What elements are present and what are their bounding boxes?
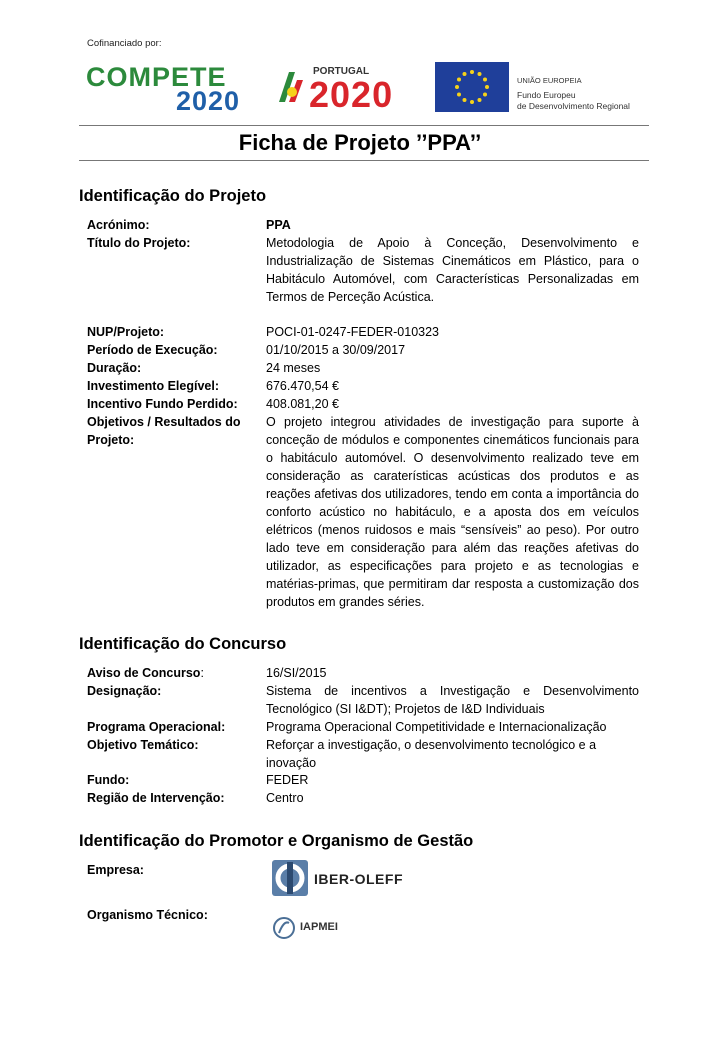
project-title-label: Título do Projeto: [87, 236, 191, 250]
technical-body-label: Organismo Técnico: [87, 908, 208, 922]
eu-union-text: UNIÃO EUROPEIA [517, 76, 582, 85]
incentive-label: Incentivo Fundo Perdido: [87, 397, 238, 411]
fund-value: FEDER [266, 773, 309, 787]
eu-fund-text: Fundo Europeu [517, 90, 576, 100]
objective-label: Objetivo Temático: [87, 738, 199, 752]
iapmei-logo [272, 914, 382, 942]
objectives-value: O projeto integrou atividades de investigação para suporte à conceção de módulos e componentes cinemáticos funcionais para o habitáculo automóvel. O desenvolvimento realizado teve em consideração as caraterísticas acústicas dos produtos e as reações afetivas dos utilizadores, tendo em conta a importância do conforto acústico no habitáculo, e a aposta dos em veículos elétricos (menos ruidosos e mais “sensíveis” ao peso). Por outro lado teve em consideração para além das reações afetivas do utilizador, as especificações para projeto e as tecnologias e matérias-primas, que permitiram dar resposta a customização dos produtos em grandes séries. [266, 415, 639, 609]
page-title: Ficha de Projeto ’’PPA’’ [238, 130, 482, 155]
investment-value: 676.470,54 € [266, 379, 339, 393]
period-value: 01/10/2015 a 30/09/2017 [266, 343, 406, 357]
objectives-label-line1: Objetivos / Resultados do [87, 415, 241, 429]
section-project-heading: Identificação do Projeto [79, 187, 267, 205]
notice-value: 16/SI/2015 [266, 666, 327, 680]
title-divider [79, 160, 649, 161]
program-value: Programa Operacional Competitividade e Internacionalização [266, 720, 607, 734]
designation-label: Designação: [87, 684, 162, 698]
compete-word: COMPETE [86, 62, 227, 92]
portugal-label: PORTUGAL [313, 66, 370, 77]
portugal-flag-icon [275, 68, 309, 108]
fund-label: Fundo: [87, 773, 130, 787]
compete-year [176, 86, 240, 117]
acronym-label: Acrónimo: [87, 218, 150, 232]
eu-fund-logo [435, 62, 655, 114]
eu-regional-text: de Desenvolvimento Regional [517, 101, 630, 111]
notice-label [87, 664, 204, 682]
project-title-value: Metodologia de Apoio à Conceção, Desenvolvimento e Industrialização de Sistemas Cinemáticos em Plástico, para o Habitáculo Automóvel, com Características Personalizadas em Termos de Perceção Acústica. [266, 236, 639, 304]
region-value: Centro [266, 791, 304, 805]
iber-oleff-emblem-icon [270, 858, 310, 898]
portugal-2020-logo [275, 62, 425, 114]
duration-label: Duração: [87, 361, 142, 375]
iapmei-logo-text: IAPMEI [300, 921, 338, 933]
objective-value: Reforçar a investigação, o desenvolvimento tecnológico e a inovação [266, 738, 597, 770]
section-promoter-heading: Identificação do Promotor e Organismo de Gestão [79, 832, 474, 850]
incentive-value: 408.081,20 € [266, 397, 339, 411]
compete-year-text: 2020 [176, 86, 241, 116]
compete-2020-logo [86, 60, 256, 116]
section-contest-heading: Identificação do Concurso [79, 635, 287, 653]
investment-label: Investimento Elegível: [87, 379, 219, 393]
region-label: Região de Intervenção: [87, 791, 225, 805]
notice-label-text: Aviso de Concurso [87, 666, 201, 680]
iber-oleff-logo [270, 858, 420, 900]
notice-label-colon: : [200, 666, 204, 680]
designation-value: Sistema de incentivos a Investigação e Desenvolvimento Tecnológico (SI I&DT); Projetos de I&D Individuais [266, 684, 639, 716]
acronym-value: PPA [266, 218, 291, 232]
iapmei-emblem-icon [272, 916, 296, 940]
company-label: Empresa: [87, 863, 144, 877]
duration-value: 24 meses [266, 361, 321, 375]
portugal-year: 2020 [309, 74, 394, 115]
nup-label: NUP/Projeto: [87, 325, 165, 339]
period-label: Período de Execução: [87, 343, 218, 357]
objectives-label [87, 413, 241, 449]
cofinanced-label: Cofinanciado por: [87, 38, 162, 49]
eu-flag-icon [435, 62, 509, 112]
objectives-label-line2: Projeto: [87, 433, 135, 447]
iber-oleff-logo-text: IBER-OLEFF [314, 871, 403, 887]
top-divider [79, 125, 649, 126]
nup-value: POCI-01-0247-FEDER-010323 [266, 325, 439, 339]
program-label: Programa Operacional: [87, 720, 226, 734]
